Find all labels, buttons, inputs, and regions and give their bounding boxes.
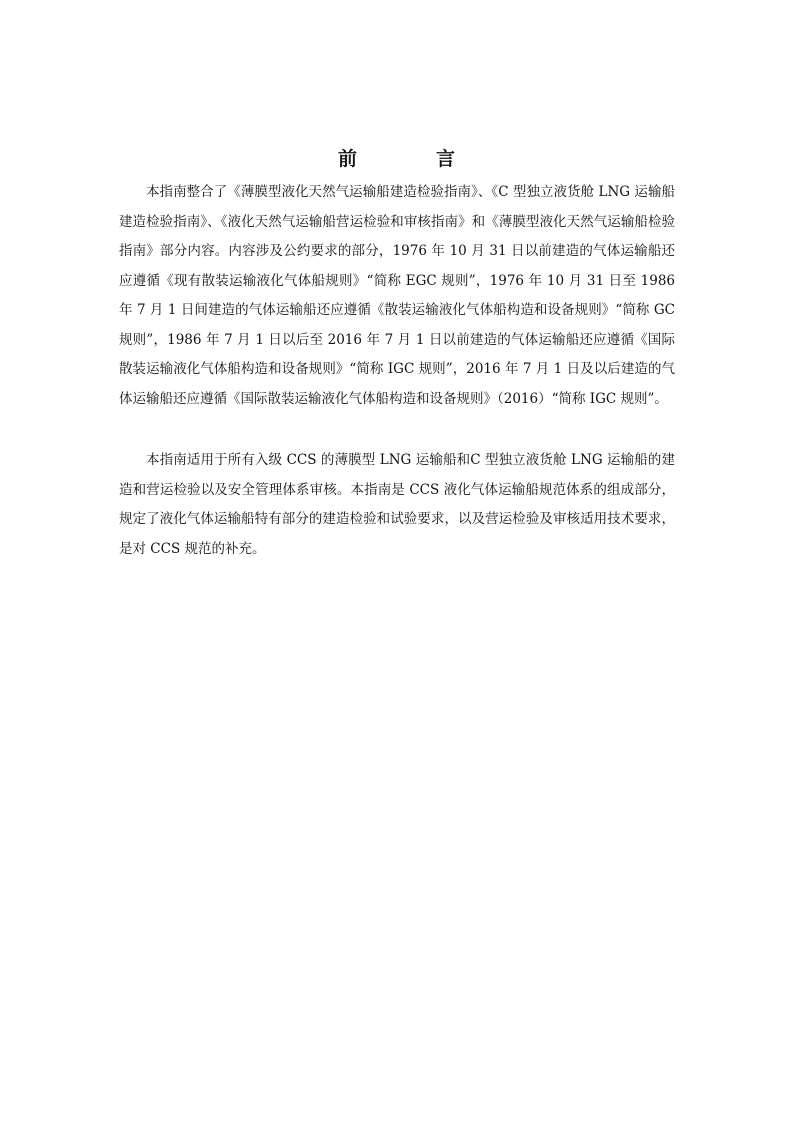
preface-paragraph-2: 本指南适用于所有入级 CCS 的薄膜型 LNG 运输船和C 型独立液货舱 LNG 运输船的建造和营运检验以及安全管理体系审核。本指南是 CCS 液化气体运输船规范体系的组成部分，规定了液化气体运输船特有部分的建造检验和试验要求，以及营运检验及审核适用技术要求，是对 CCS 规范的补充。 [119, 452, 675, 557]
preface-paragraph-1: 本指南整合了《薄膜型液化天然气运输船建造检验指南》、《C 型独立液货舱 LNG 运输船建造检验指南》、《液化天然气运输船营运检验和审核指南》和《薄膜型液化天然气运输船检验指南》部分内容。内容涉及公约要求的部分，1976 年 10 月 31 日以前建造的气体运输船还应遵循《现有散装运输液化气体船规则》“简称 EGC 规则”，1976 年 10 月 31 日至 1986 年 7 月 1 日间建造的气体运输船还应遵循《散装运输液化气体船构造和设备规则》“简称 GC 规则”，1986 年 7 月 1 日以后至 2016 年 7 月 1 日以前建造的气体运输船还应遵循《国际散装运输液化气体船构造和设备规则》“简称 IGC 规则”，2016 年 7 月 1 日及以后建造的气体运输船还应遵循《国际散装运输液化气体船构造和设备规则》（2016）“简称 IGC 规则”。 [119, 184, 675, 407]
page-title: 前 言 [337, 148, 485, 170]
